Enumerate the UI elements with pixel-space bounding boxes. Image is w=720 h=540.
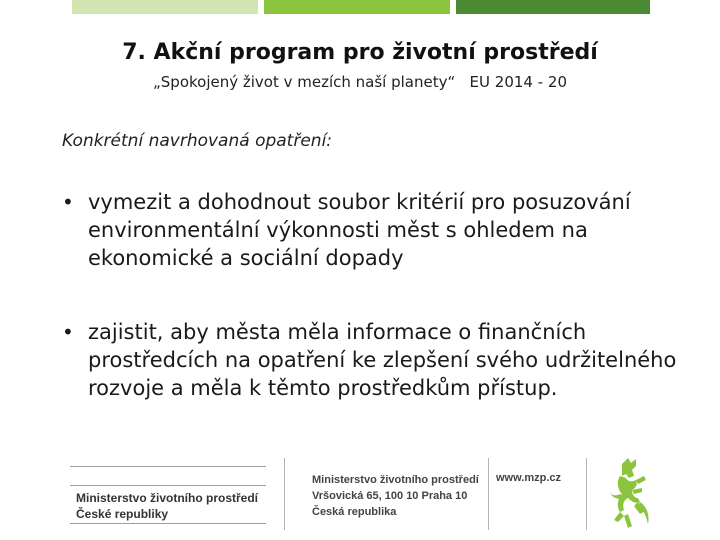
bullet-list: [58, 188, 678, 402]
intro-text: Konkrétní navrhovaná opatření:: [62, 131, 333, 151]
slide-title: 7. Akční program pro životní prostředí: [122, 40, 598, 65]
ministry-name-line: České republiky: [76, 507, 169, 521]
lion-icon: [598, 454, 658, 534]
logo-rule: [70, 466, 266, 467]
bullet-icon: •: [62, 190, 74, 214]
bullet-text: vymezit a dohodnout soubor kritérií pro posuzování environmentální výkonnosti měst s ohledem na ekonomické a sociální dopady: [88, 190, 631, 270]
top-bar-mid: [264, 0, 450, 14]
footer-divider: [284, 458, 285, 530]
footer: [0, 452, 720, 540]
footer-divider: [488, 458, 489, 530]
bullet-item: [58, 188, 678, 272]
slide-subtitle: „Spokojený život v mezích naší planety“ EU 2014 - 20: [153, 73, 567, 91]
logo-rule: [70, 523, 266, 524]
ministry-name: [76, 490, 258, 522]
ministry-name-line: Ministerstvo životního prostředí: [76, 491, 259, 505]
address-line: Vršovická 65, 100 10 Praha 10: [312, 490, 468, 502]
footer-divider: [586, 458, 587, 530]
bullet-icon: •: [62, 320, 74, 344]
bullet-item: [58, 318, 678, 402]
top-bar-light: [72, 0, 258, 14]
website-link[interactable]: www.mzp.cz: [496, 472, 561, 484]
address-line: Ministerstvo životního prostředí: [312, 474, 479, 486]
address-line: Česká republika: [312, 506, 397, 518]
ministry-address: [312, 472, 479, 520]
logo-rule: [70, 485, 266, 486]
bullet-text: zajistit, aby města měla informace o finančních prostředcích na opatření ke zlepšení svého udržitelného rozvoje a měla k těmto prostředkům přístup.: [88, 320, 677, 400]
ministry-logo: [70, 466, 266, 524]
top-bar-dark: [456, 0, 650, 14]
